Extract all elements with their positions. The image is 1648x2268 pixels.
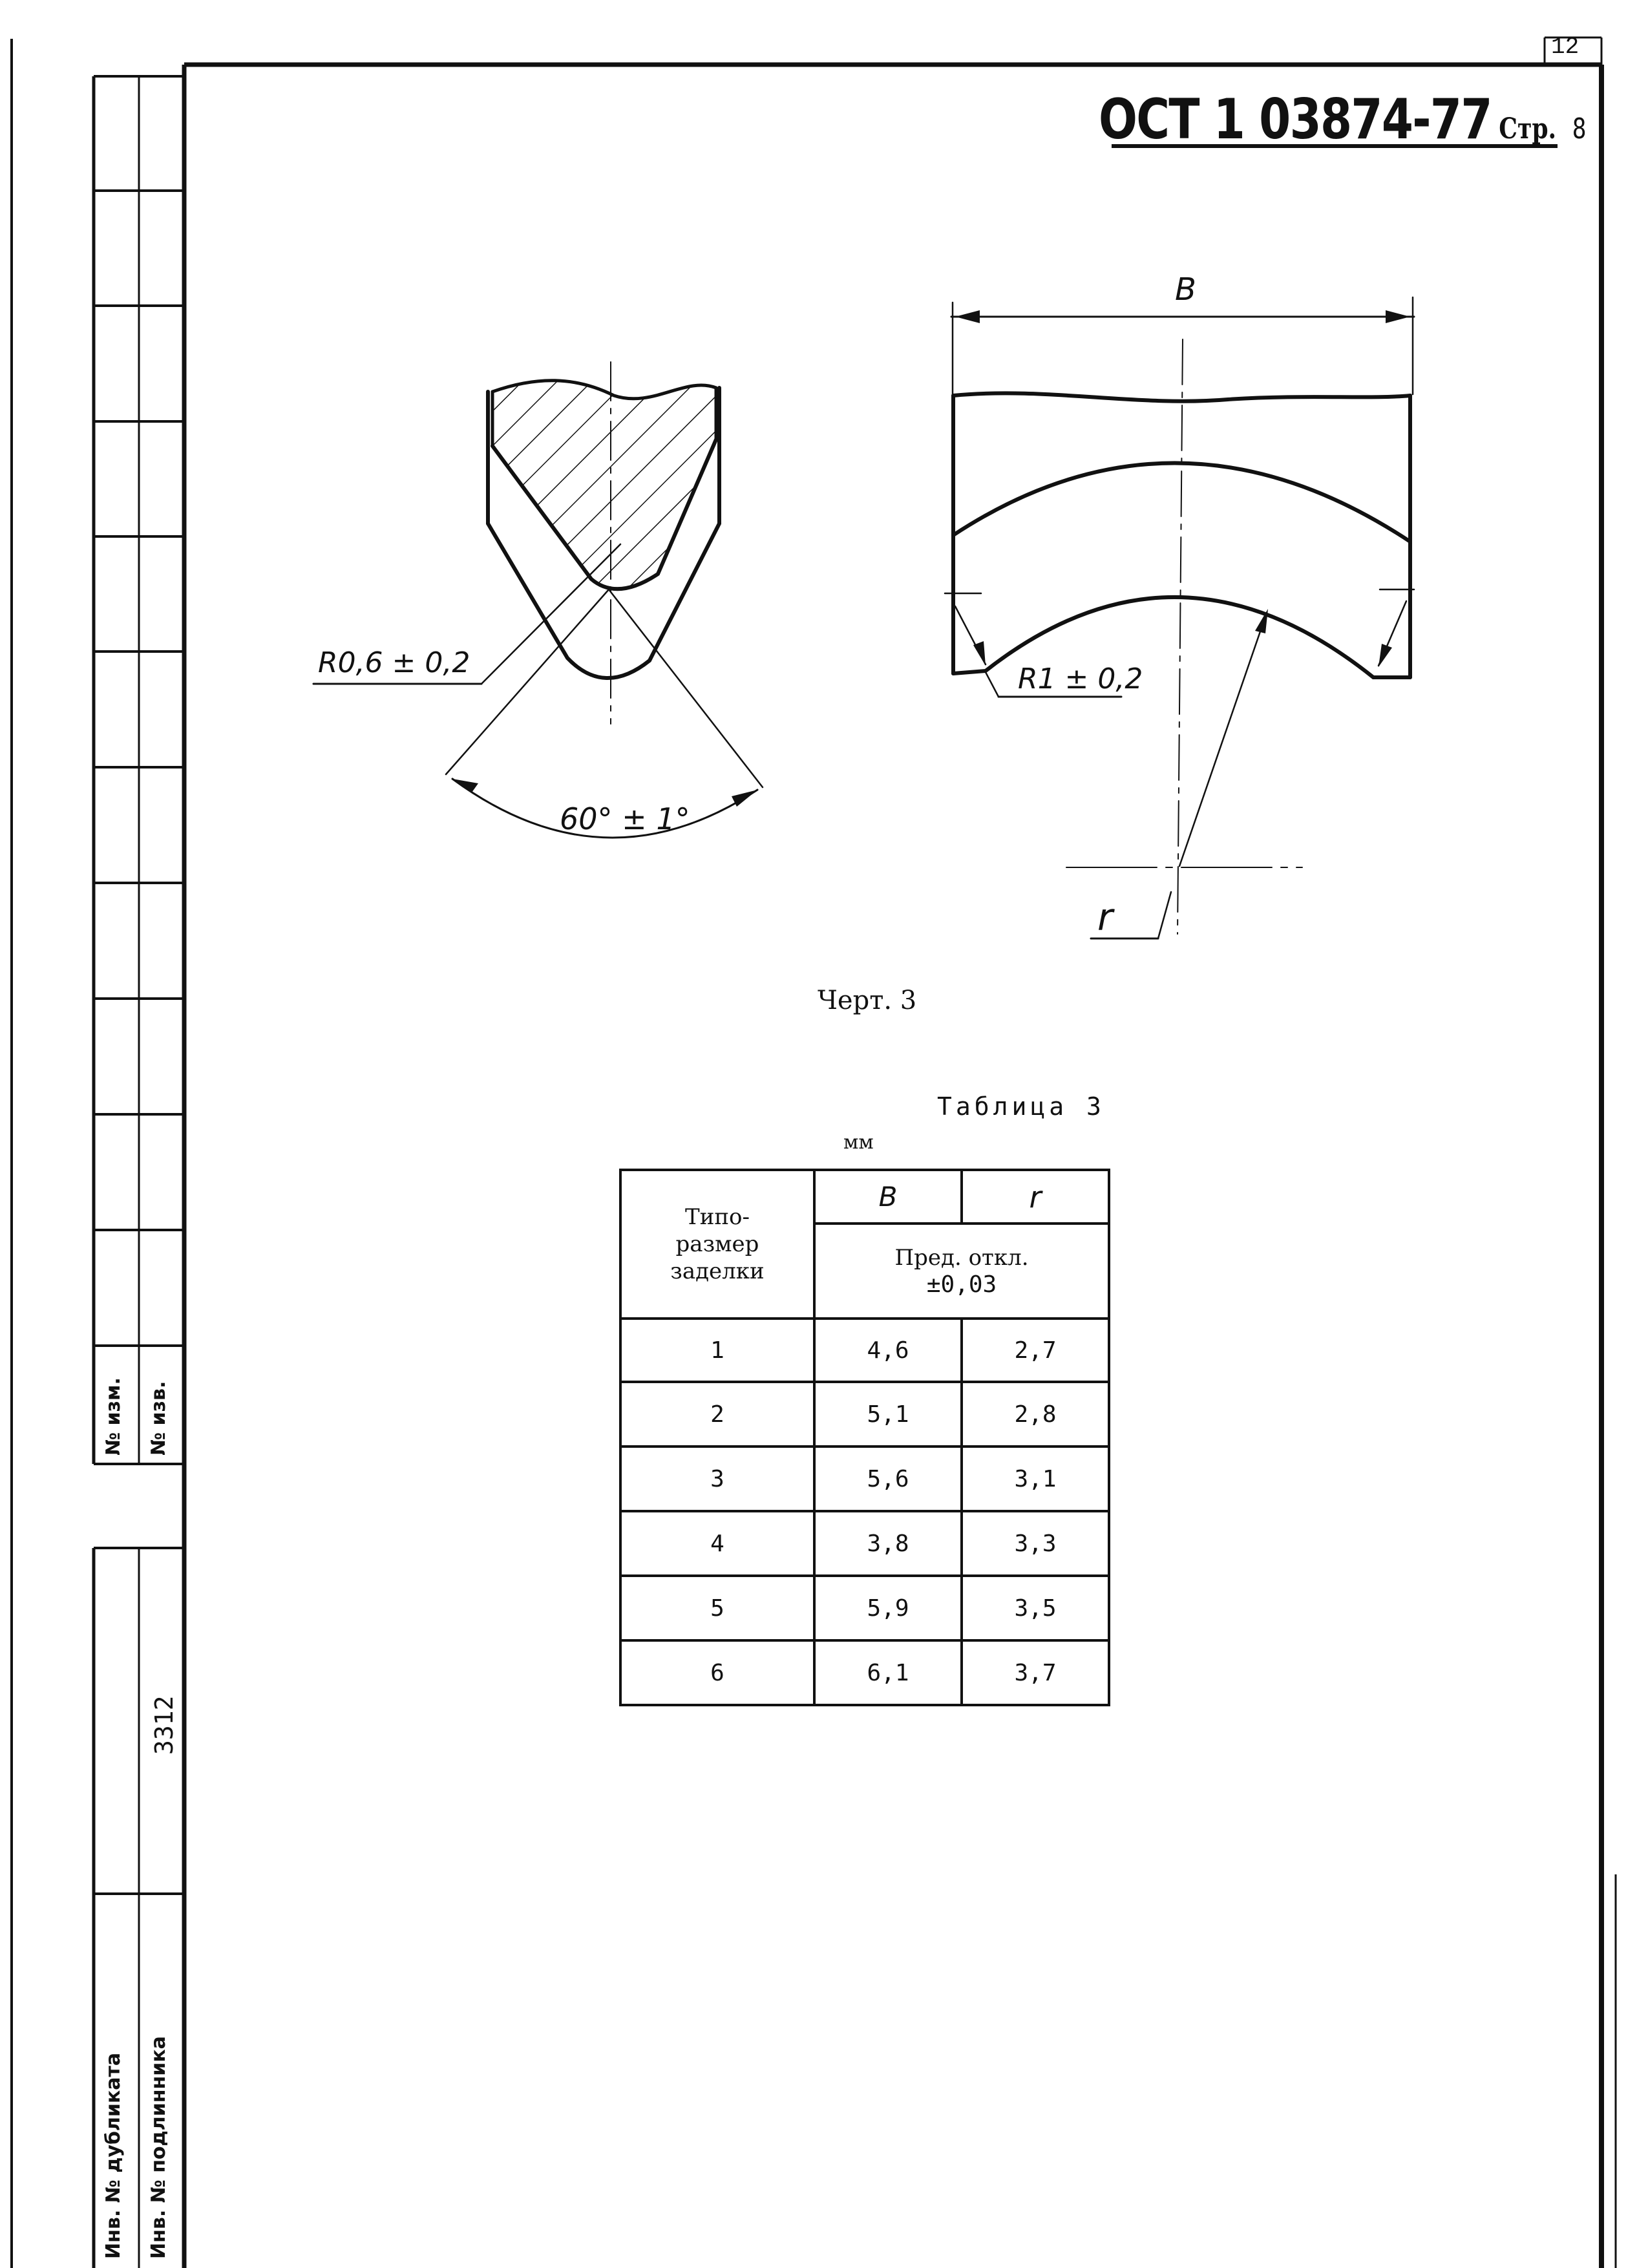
header-size-line1: Типо- xyxy=(685,1204,750,1230)
header-size-line3: заделки xyxy=(670,1258,765,1284)
table-row xyxy=(620,1576,1109,1640)
cell-r: 3,3 xyxy=(962,1511,1109,1576)
sidebar-inv-dup-label: Инв. № дубликата xyxy=(102,2052,125,2259)
cell-r: 3,7 xyxy=(962,1640,1109,1705)
cell-b: 3,8 xyxy=(814,1511,962,1576)
page-of-standard: 8 xyxy=(1572,112,1585,145)
cell-r: 2,8 xyxy=(962,1382,1109,1447)
header-size-line2: размер xyxy=(675,1231,759,1257)
cell-b: 5,6 xyxy=(814,1447,962,1511)
cell-b: 5,9 xyxy=(814,1576,962,1640)
table-row xyxy=(620,1382,1109,1447)
header-size-cell xyxy=(620,1170,814,1319)
table-title: Таблица 3 xyxy=(937,1092,1105,1121)
cell-b: 4,6 xyxy=(814,1319,962,1382)
r-label: r xyxy=(1097,895,1113,939)
cell-size: 2 xyxy=(620,1382,814,1447)
cell-r: 2,7 xyxy=(962,1319,1109,1382)
cell-r: 3,5 xyxy=(962,1576,1109,1640)
technical-drawing xyxy=(0,0,1648,970)
sidebar-inv-number: 3312 xyxy=(150,1695,178,1755)
header-b: B xyxy=(814,1170,962,1224)
header-r: r xyxy=(962,1170,1109,1224)
table-row xyxy=(620,1447,1109,1511)
cell-size: 4 xyxy=(620,1511,814,1576)
width-label: B xyxy=(1175,271,1196,308)
table-row xyxy=(620,1319,1109,1382)
page-label: Стр. xyxy=(1499,112,1557,145)
page-number: 12 xyxy=(1551,34,1579,60)
cell-r: 3,1 xyxy=(962,1447,1109,1511)
cell-size: 5 xyxy=(620,1576,814,1640)
standard-designation: ОСТ 1 03874-77 xyxy=(1099,87,1492,152)
table-row xyxy=(620,1511,1109,1576)
header-tolerance-line2: ±0,03 xyxy=(926,1271,997,1298)
sidebar-izm-label: № изм. xyxy=(102,1377,125,1456)
cell-size: 3 xyxy=(620,1447,814,1511)
table-row xyxy=(620,1640,1109,1705)
dimensions-table xyxy=(619,1169,1110,1706)
cell-size: 1 xyxy=(620,1319,814,1382)
left-radius-label: R0,6 ± 0,2 xyxy=(318,646,470,679)
cell-size: 6 xyxy=(620,1640,814,1705)
sidebar-inv-orig-label: Инв. № подлинника xyxy=(147,2036,170,2259)
table-unit: мм xyxy=(843,1131,874,1154)
header-tolerance-line1: Пред. откл. xyxy=(894,1245,1029,1271)
header-tolerance xyxy=(814,1224,1109,1319)
cell-b: 6,1 xyxy=(814,1640,962,1705)
right-radius-label: R1 ± 0,2 xyxy=(1018,662,1143,695)
figure-caption: Черт. 3 xyxy=(818,986,917,1015)
sidebar-izv-label: № изв. xyxy=(147,1381,170,1456)
cell-b: 5,1 xyxy=(814,1382,962,1447)
angle-label: 60° ± 1° xyxy=(560,801,690,836)
